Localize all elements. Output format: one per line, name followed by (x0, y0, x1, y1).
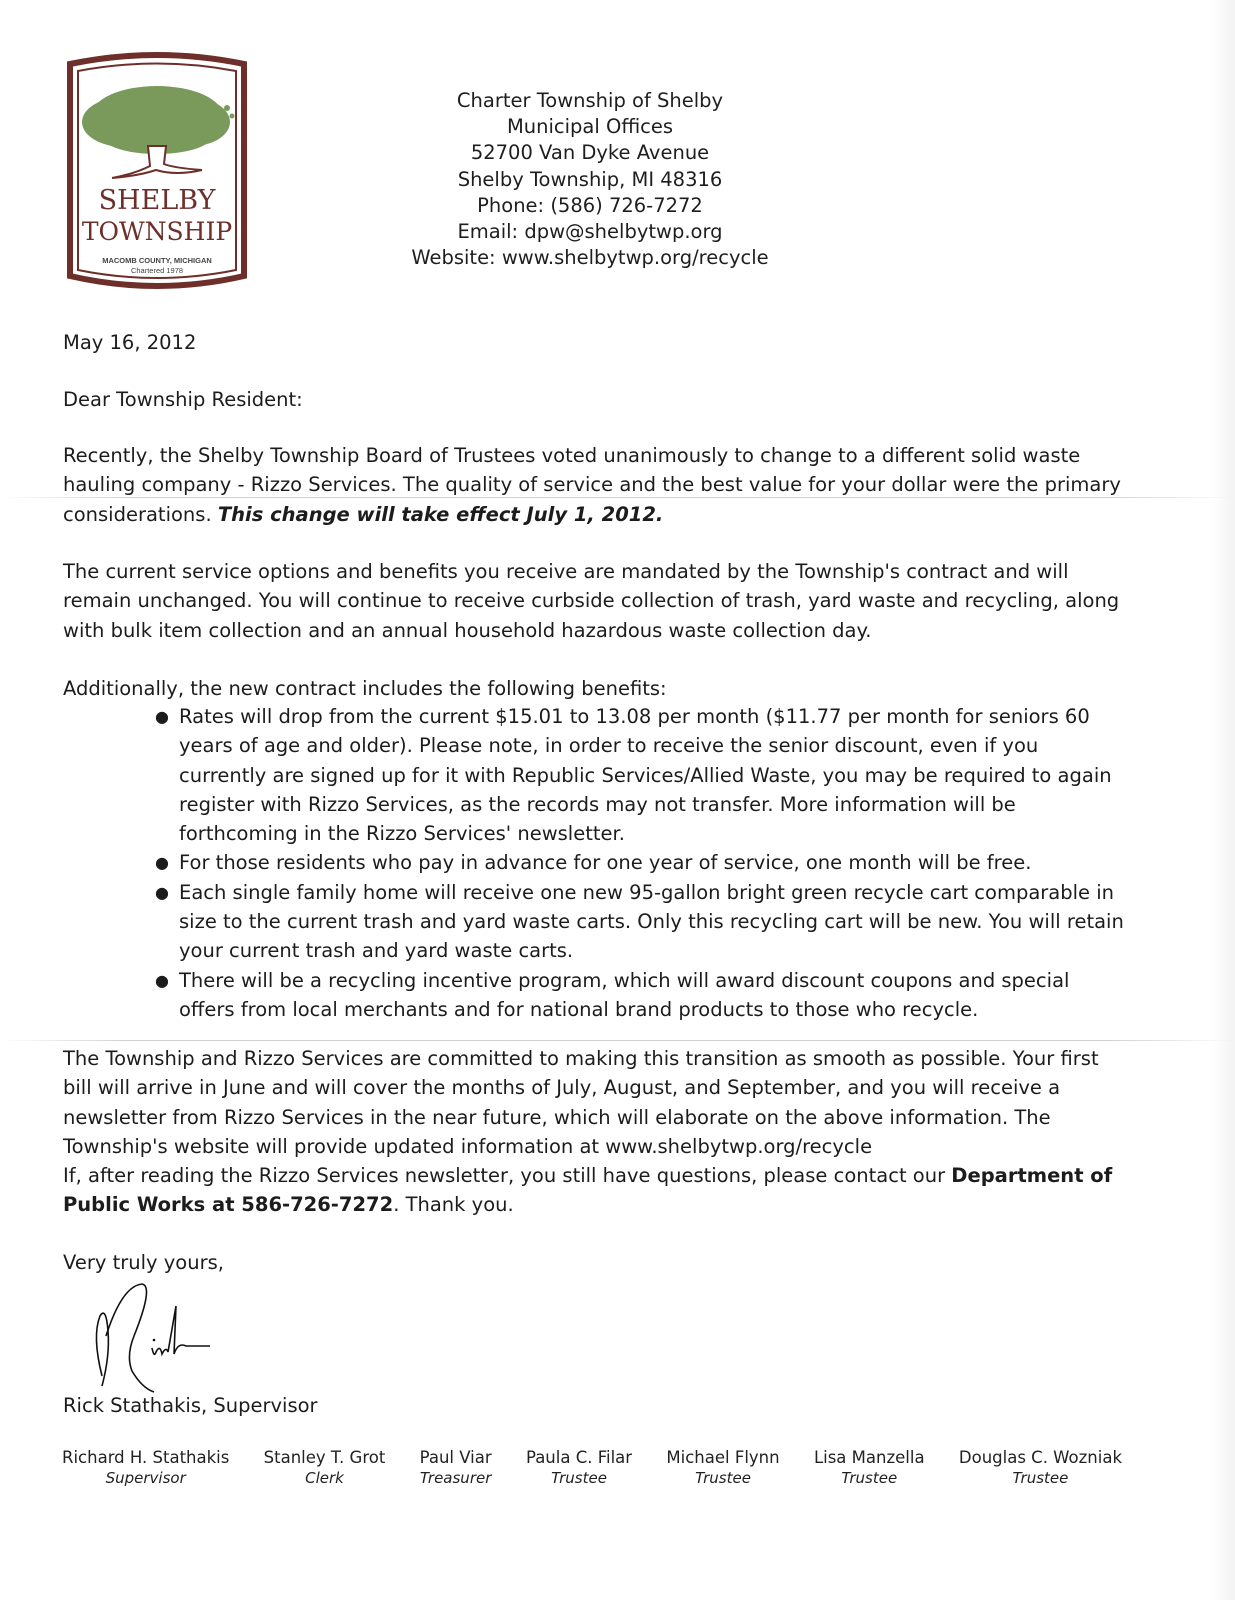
signature (82, 1276, 212, 1396)
official: Douglas C. Wozniak Trustee (958, 1448, 1122, 1487)
svg-text:MACOMB COUNTY, MICHIGAN: MACOMB COUNTY, MICHIGAN (102, 256, 212, 265)
bullet-icon: ● (155, 882, 169, 902)
effective-date-emphasis: This change will take effect July 1, 2012. (217, 502, 664, 526)
announcement-text: Recently, the Shelby Township Board of Trustees voted unanimously to change to a different solid waste hauling company - Rizzo Services. The quality of service and the best value for your dollar were the primary considerations. (63, 444, 1121, 526)
benefits-list (155, 702, 1125, 1024)
svg-text:Chartered 1978: Chartered 1978 (130, 266, 184, 275)
letterhead-email: Email: dpw@shelbytwp.org (457, 220, 723, 244)
logo-emblem-icon (64, 44, 250, 294)
letterhead (380, 88, 800, 271)
letterhead-phone: Phone: (586) 726-7272 (477, 193, 703, 217)
official: Richard H. Stathakis Supervisor (62, 1448, 230, 1487)
benefit-item: ● Each single family home will receive one new 95-gallon bright green recycle cart comparable in size to the current trash and yard waste carts. Only this recycling cart will be new. You will retain your current trash and yard waste carts. (155, 878, 1125, 966)
letterhead-street: 52700 Van Dyke Avenue (470, 141, 710, 165)
paragraph-transition (63, 1044, 1133, 1220)
page-edge (1211, 0, 1235, 1600)
dpw-contact: Department of Public Works at 586-726-7272 (63, 1164, 1113, 1217)
svg-text:SHELBY: SHELBY (98, 185, 216, 216)
signer-name: Rick Stathakis, Supervisor (63, 1394, 318, 1417)
letterhead-website: Website: www.shelbytwp.org/recycle (411, 246, 769, 270)
fold-line (0, 1040, 1235, 1041)
svg-text:TOWNSHIP: TOWNSHIP (81, 217, 233, 246)
bullet-icon: ● (155, 707, 169, 726)
current-services-text: The current service options and benefits you receive are mandated by the Township's contract and will remain unchanged. You will continue to receive curbside collection of trash, yard waste and recycling, along with bulk item collection and an annual household hazardous waste collection day. (63, 560, 1120, 642)
benefits-intro-text: Additionally, the new contract includes the following benefits: (63, 677, 667, 700)
salutation: Dear Township Resident: (63, 388, 303, 411)
letterhead-organization: Charter Township of Shelby (456, 89, 724, 112)
officials-roster (62, 1448, 1122, 1488)
benefit-item: ● There will be a recycling incentive program, which will award discount coupons and special offers from local merchants and for national brand products to those who recycle. (155, 966, 1125, 1025)
official: Paul Viar Treasurer (419, 1448, 492, 1487)
official: Michael Flynn Trustee (666, 1448, 780, 1487)
official: Lisa Manzella Trustee (813, 1448, 925, 1487)
closing: Very truly yours, (63, 1251, 224, 1274)
official: Stanley T. Grot Clerk (263, 1448, 386, 1487)
letterhead-department: Municipal Offices (506, 115, 674, 139)
benefit-item: ● For those residents who pay in advance for one year of service, one month will be free. (155, 848, 1125, 877)
paragraph-current-services (63, 557, 1133, 645)
contact-paragraph: If, after reading the Rizzo Services newsletter, you still have questions, please contact our Department of Public Works at 586-726-7272. Thank you. (63, 1164, 1113, 1217)
bullet-icon: ● (155, 853, 169, 873)
transition-text: The Township and Rizzo Services are committed to making this transition as smooth as possible. Your first bill will arrive in June and will cover the months of July, August, and September, and you will receive a newsletter from Rizzo Services in the near future, which will elaborate on the above information. The Township's website will provide updated information at www.shelbytwp.org/recycle (63, 1047, 1099, 1158)
signature-icon (82, 1276, 212, 1396)
paragraph-announcement (63, 441, 1133, 529)
letterhead-city: Shelby Township, MI 48316 (457, 167, 723, 191)
shelby-township-logo (64, 44, 250, 294)
official: Paula C. Filar Trustee (525, 1448, 633, 1487)
letter-date: May 16, 2012 (63, 331, 197, 354)
paragraph-benefits-intro (63, 674, 1133, 703)
bullet-icon: ● (155, 970, 169, 990)
benefit-item: ● Rates will drop from the current $15.01 to 13.08 per month ($11.77 per month for seniors 60 years of age and older). Please note, in order to receive the senior discount, even if you currently are signed up for it with Republic Services/Allied Waste, you may be required to again register with Rizzo Services, as the records may not transfer. More information will be forthcoming in the Rizzo Services' newsletter. (155, 702, 1125, 848)
